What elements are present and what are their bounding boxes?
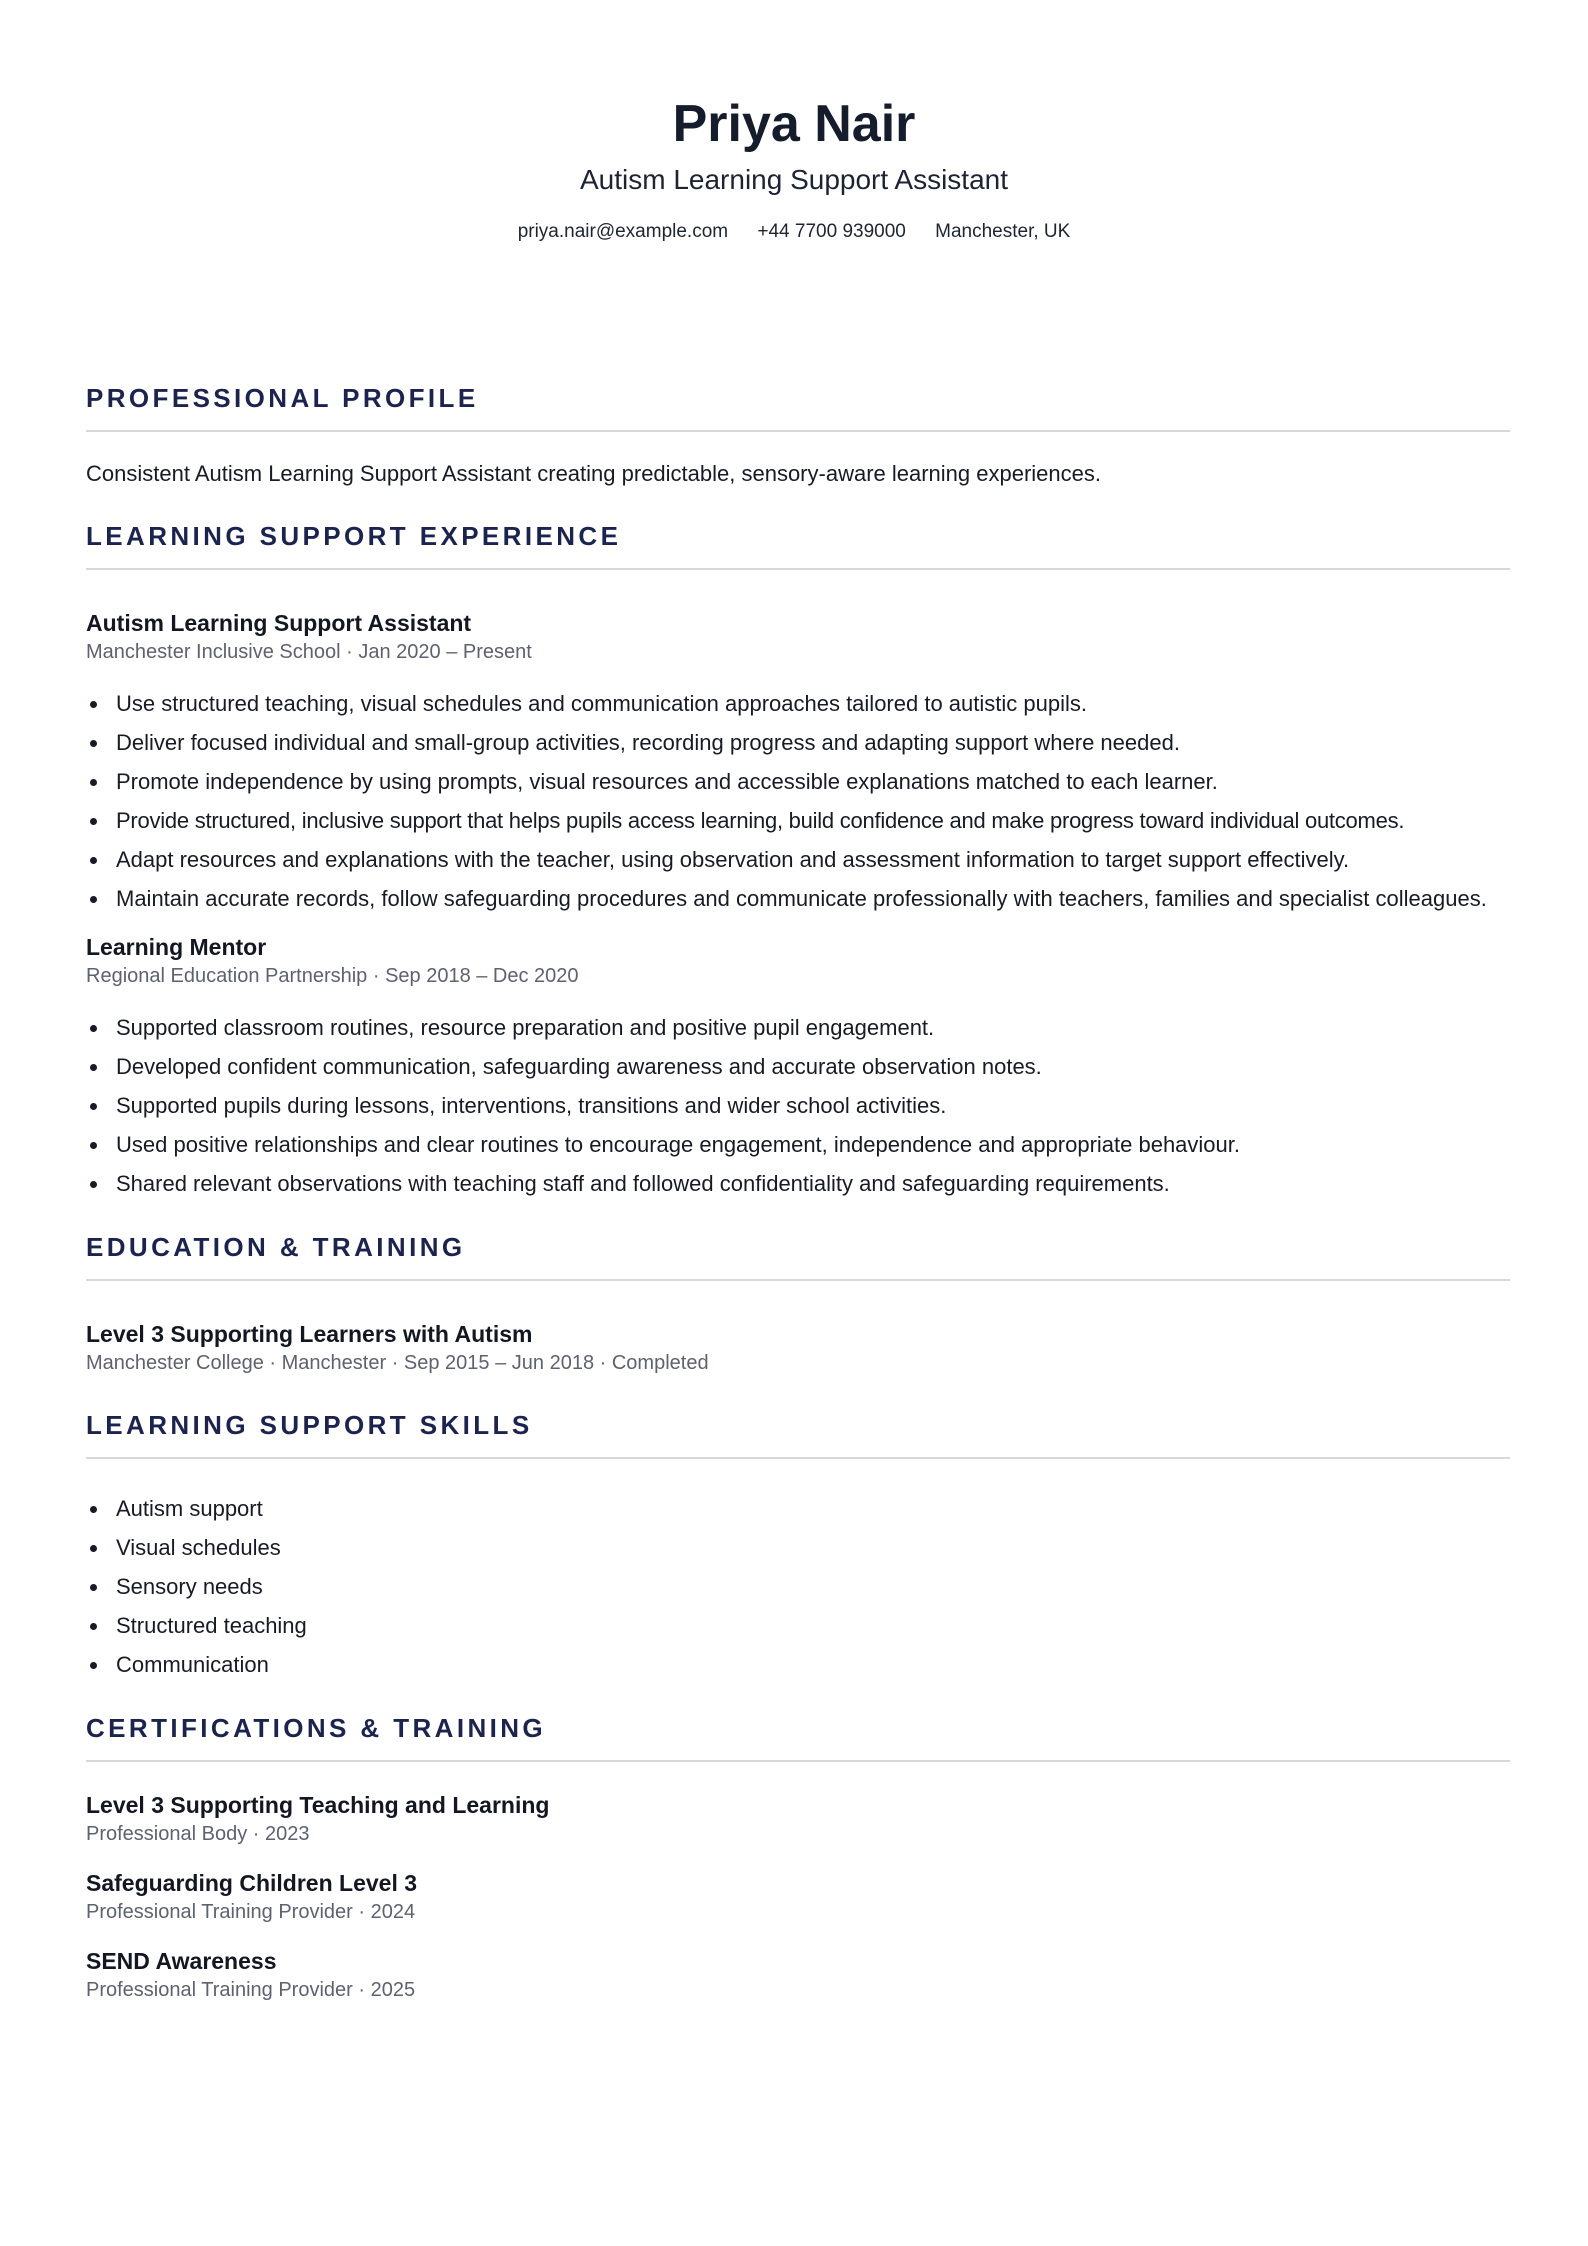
job-meta: Manchester Inclusive School · Jan 2020 – Present (86, 641, 532, 663)
education-meta: Manchester College · Manchester · Sep 2015 – Jun 2018 · Completed (86, 1352, 709, 1374)
skill-item: Sensory needs (116, 1571, 1510, 1602)
section-divider (86, 1760, 1510, 1762)
section-divider (86, 430, 1510, 432)
contact-phone: +44 7700 939000 (757, 221, 906, 242)
job-bullet: Maintain accurate records, follow safeguarding procedures and communicate professionally with teachers, families and specialist colleagues. (116, 883, 1510, 914)
job-bullet: Adapt resources and explanations with the teacher, using observation and assessment information to target support effectively. (116, 844, 1510, 875)
job-bullet: Supported classroom routines, resource preparation and positive pupil engagement. (116, 1012, 1510, 1043)
certification-meta: Professional Training Provider · 2025 (86, 1979, 416, 2001)
candidate-name: Priya Nair (672, 95, 916, 153)
certification-meta: Professional Body · 2023 (86, 1823, 310, 1845)
experience-section (86, 518, 1510, 1199)
job-bullet: Shared relevant observations with teaching staff and followed confidentiality and safeguarding requirements. (116, 1168, 1510, 1199)
education-entry (86, 1319, 1510, 1377)
certification-title: Safeguarding Children Level 3 (86, 1870, 418, 1896)
profile-summary: Consistent Autism Learning Support Assistant creating predictable, sensory-aware learning experiences. (86, 461, 1101, 486)
education-section (86, 1229, 1510, 1377)
skill-item: Autism support (116, 1493, 1510, 1524)
section-divider (86, 1457, 1510, 1459)
resume-body (86, 380, 1510, 2004)
skill-item: Communication (116, 1649, 1510, 1680)
skill-item: Structured teaching (116, 1610, 1510, 1641)
section-divider (86, 568, 1510, 570)
education-title: Level 3 Supporting Learners with Autism (86, 1321, 533, 1347)
job-bullet: Promote independence by using prompts, visual resources and accessible explanations matched to each learner. (116, 766, 1510, 797)
certifications-section (86, 1710, 1510, 2004)
contact-line (0, 218, 1588, 246)
section-divider (86, 1279, 1510, 1281)
contact-location: Manchester, UK (935, 221, 1071, 242)
section-heading-skills: LEARNING SUPPORT SKILLS (86, 1410, 533, 1440)
section-heading-certifications: CERTIFICATIONS & TRAINING (86, 1713, 547, 1743)
job-bullet: Use structured teaching, visual schedules and communication approaches tailored to autistic pupils. (116, 688, 1510, 719)
job-meta: Regional Education Partnership · Sep 2018 – Dec 2020 (86, 965, 579, 987)
job-entry (86, 608, 1510, 914)
skills-section (86, 1407, 1510, 1680)
job-bullet: Supported pupils during lessons, interventions, transitions and wider school activities. (116, 1090, 1510, 1121)
section-heading-experience: LEARNING SUPPORT EXPERIENCE (86, 521, 622, 551)
job-bullets (86, 1012, 1510, 1199)
job-bullets (86, 688, 1510, 914)
job-entry (86, 932, 1510, 1199)
candidate-title: Autism Learning Support Assistant (579, 164, 1008, 195)
certification-entry (86, 1790, 1510, 1848)
section-heading-profile: PROFESSIONAL PROFILE (86, 383, 479, 413)
certification-title: SEND Awareness (86, 1948, 277, 1974)
skills-list (86, 1493, 1510, 1680)
job-title: Autism Learning Support Assistant (86, 610, 472, 636)
section-heading-education: EDUCATION & TRAINING (86, 1232, 466, 1262)
job-bullet: Developed confident communication, safeguarding awareness and accurate observation notes. (116, 1051, 1510, 1082)
certification-entry (86, 1868, 1510, 1926)
certification-title: Level 3 Supporting Teaching and Learning (86, 1792, 550, 1818)
job-title: Learning Mentor (86, 934, 267, 960)
skill-item: Visual schedules (116, 1532, 1510, 1563)
profile-section (86, 380, 1510, 490)
job-bullet: Provide structured, inclusive support that helps pupils access learning, build confidence and make progress toward individual outcomes. (116, 805, 1510, 836)
certification-meta: Professional Training Provider · 2024 (86, 1901, 416, 1923)
resume-header (0, 88, 1588, 246)
job-bullet: Deliver focused individual and small-group activities, recording progress and adapting support where needed. (116, 727, 1510, 758)
certification-entry (86, 1946, 1510, 2004)
job-bullet: Used positive relationships and clear routines to encourage engagement, independence and appropriate behaviour. (116, 1129, 1510, 1160)
contact-email: priya.nair@example.com (517, 221, 729, 242)
certifications-list (86, 1790, 1510, 2004)
